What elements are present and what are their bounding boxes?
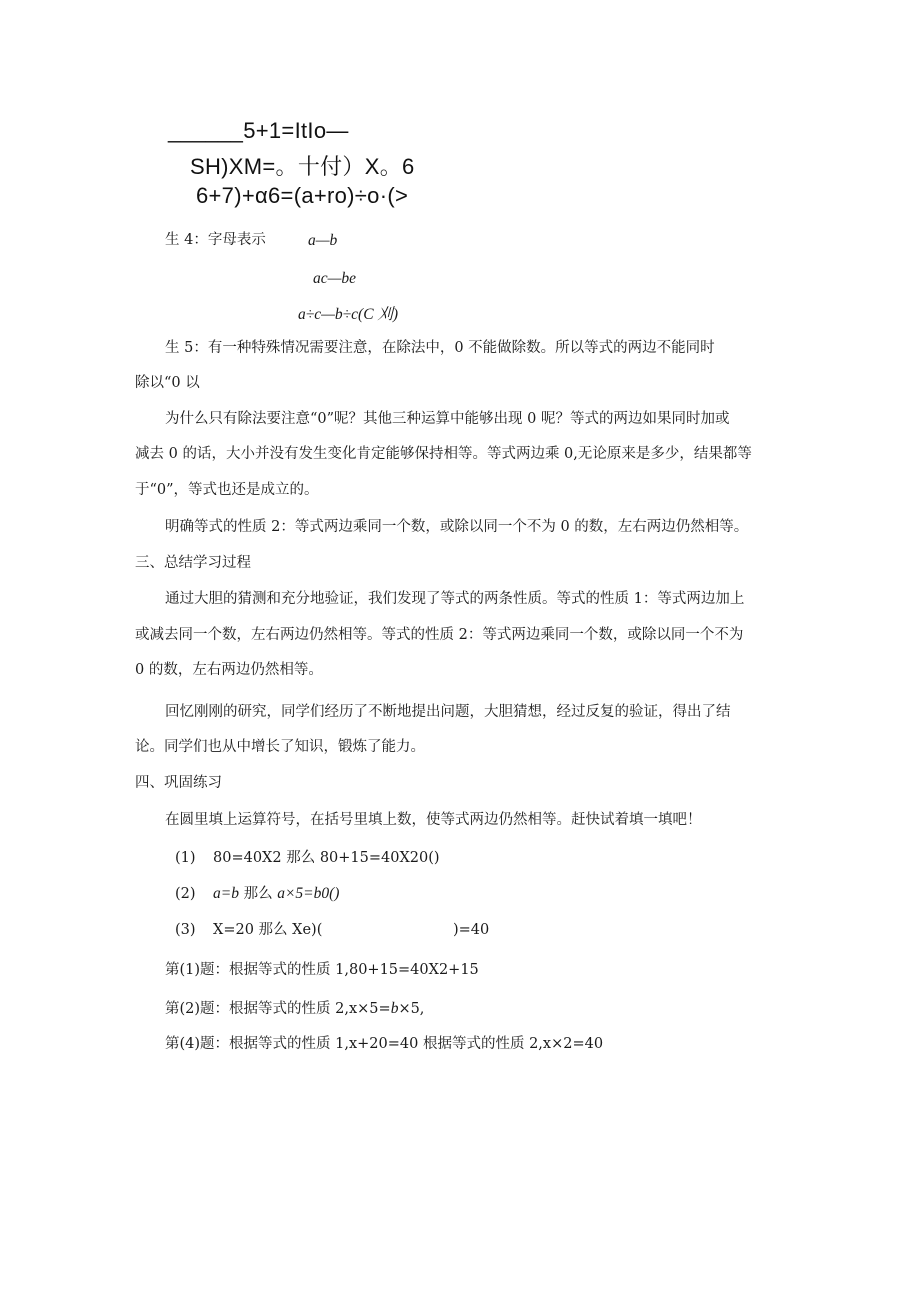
section3-p1-line3: 0 的数，左右两边仍然相等。: [135, 662, 323, 678]
student4-eq1: a—b: [308, 232, 338, 249]
section3-p1-line2: 或减去同一个数，左右两边仍然相等。等式的性质 2：等式两边乘同一个数，或除以同一个不为: [135, 627, 744, 643]
answer-2-tail: ×5,: [398, 1001, 425, 1017]
student5-line2: 除以“0 以: [135, 375, 200, 391]
formula-line-1: ______5+1=ItIo—: [168, 118, 349, 143]
section3-p2-line1: 回忆刚刚的研究，同学们经历了不断地提出问题，大胆猜想，经过反复的验证，得出了结: [165, 704, 731, 720]
exercise-2-number: (2): [175, 886, 196, 902]
answer-1: 第(1)题：根据等式的性质 1,80+15=40X2+15: [165, 962, 479, 978]
student4-label: 生 4：字母表示: [165, 232, 266, 248]
exercise-2-mid: 那么: [238, 886, 278, 902]
section3-p2-line2: 论。同学们也从中增长了知识，锻炼了能力。: [135, 739, 425, 755]
exercise-2-pre: a=b: [213, 885, 239, 902]
student5-line1: 生 5：有一种特殊情况需要注意，在除法中，0 不能做除数。所以等式的两边不能同时: [165, 340, 715, 356]
property2-statement: 明确等式的性质 2：等式两边乘同一个数，或除以同一个不为 0 的数，左右两边仍然相等。: [165, 519, 749, 535]
exercise-3-left: X=20 那么 Xe)(: [213, 922, 323, 938]
student4-eq2: ac—be: [313, 270, 357, 287]
exercise-2-post: a×5=b0(): [277, 885, 340, 902]
formula-line-3: 6+7)+α6=(a+ro)÷o·(>: [196, 183, 409, 208]
student4-eq3: a÷c—b÷c(C 刈): [298, 306, 399, 323]
exercise-1-number: (1): [175, 850, 196, 866]
answer-3: 第(4)题：根据等式的性质 1,x+20=40 根据等式的性质 2,x×2=40: [165, 1036, 604, 1052]
section4-instruction: 在圆里填上运算符号，在括号里填上数，使等式两边仍然相等。赶快试着填一填吧！: [165, 812, 702, 828]
answer-2-var: b: [390, 1000, 399, 1017]
exercise-2-text: [213, 885, 339, 903]
formula-line-2: SH)XM=。十付）X。6: [190, 154, 415, 179]
section3-p1-line1: 通过大胆的猜测和充分地验证，我们发现了等式的两条性质。等式的性质 1：等式两边加上: [165, 591, 745, 607]
why-line1: 为什么只有除法要注意“0”呢？其他三种运算中能够出现 0 呢？等式的两边如果同时加或: [165, 411, 730, 427]
answer-2-text: 第(2)题：根据等式的性质 2,x×5=: [165, 1001, 391, 1017]
exercise-1-text: 80=40X2 那么 80+15=40X20(): [213, 850, 440, 866]
section3-heading: 三、总结学习过程: [135, 555, 251, 571]
exercise-3-right: )=40: [453, 922, 490, 938]
exercise-3-number: (3): [175, 922, 196, 938]
why-line2: 减去 0 的话，大小并没有发生变化肯定能够保持相等。等式两边乘 0,无论原来是多少，结果都等: [135, 446, 752, 462]
section4-heading: 四、巩固练习: [135, 775, 222, 791]
answer-2: [165, 1000, 424, 1018]
why-line3: 于“0”，等式也还是成立的。: [135, 482, 319, 498]
